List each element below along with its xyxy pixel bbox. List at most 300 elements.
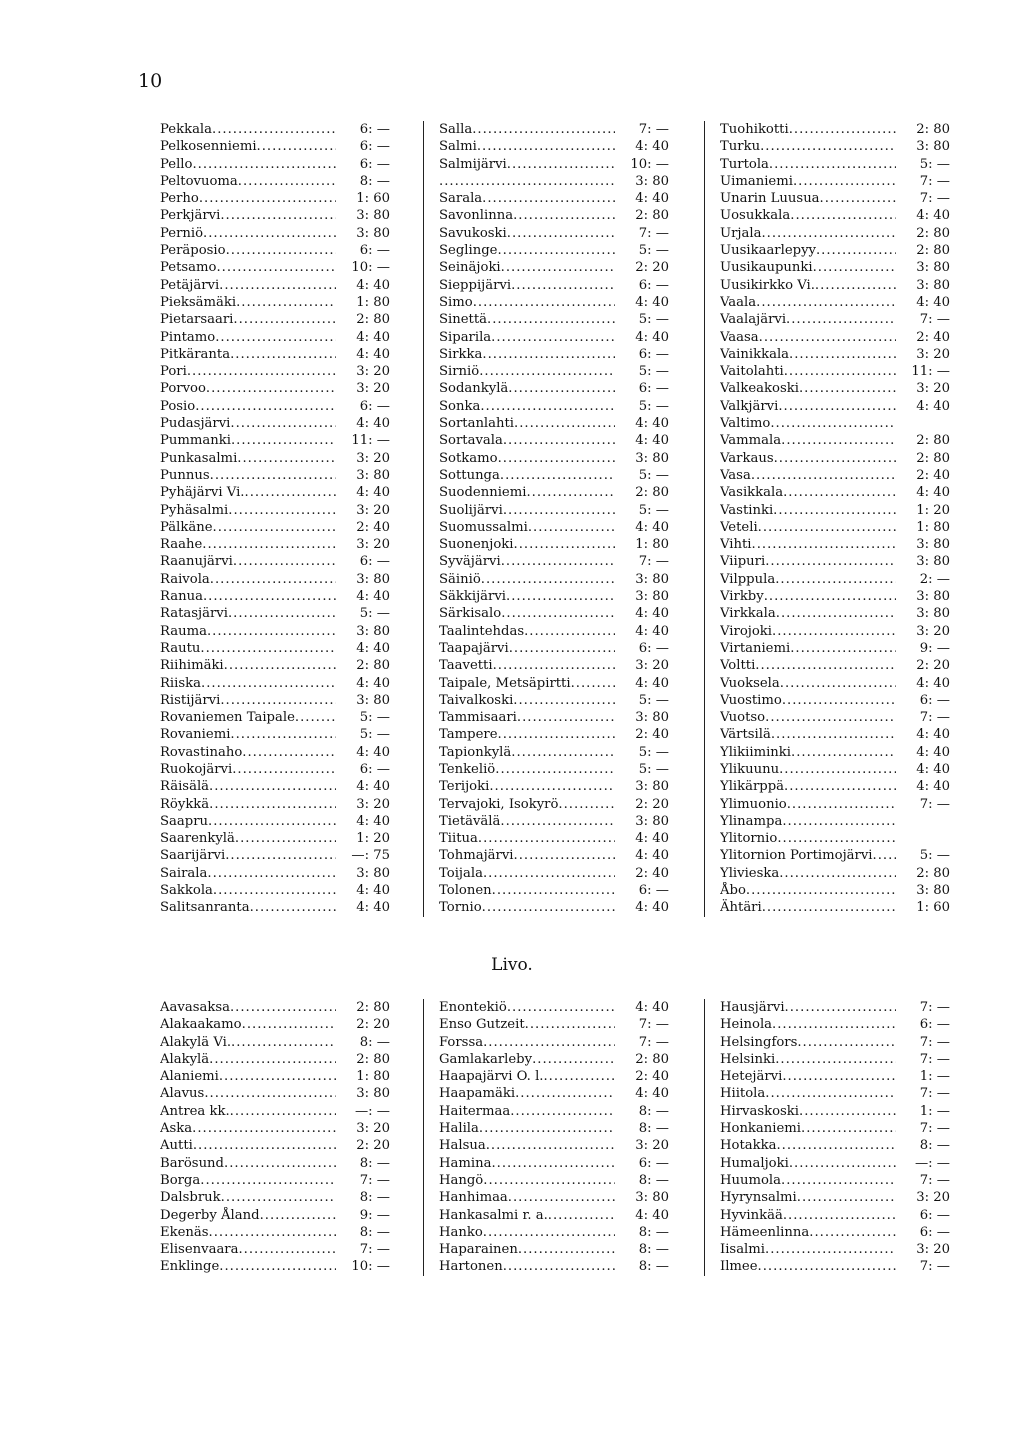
dot-leader <box>207 865 336 882</box>
rate-value: 5: — <box>638 744 669 760</box>
rate-value: 2: 40 <box>916 329 950 345</box>
place-name: Humaljoki <box>720 1155 789 1171</box>
rate-value: 4: 40 <box>635 1000 669 1015</box>
rate-value: 7: — <box>919 1172 950 1188</box>
list-item <box>720 778 950 795</box>
dot-leader <box>779 761 896 778</box>
rate-value: 2: 80 <box>916 450 950 466</box>
place-name: Pekkala <box>160 122 213 137</box>
list-item <box>720 138 950 155</box>
dot-leader <box>782 813 896 830</box>
place-name: Veteli <box>720 519 758 535</box>
rate-value: 6: — <box>359 243 390 259</box>
rate-value: 9: — <box>359 1207 390 1223</box>
dot-leader <box>224 657 336 674</box>
place-name: Perkjärvi <box>160 208 221 224</box>
list-item <box>720 380 950 397</box>
rate-value: 8: — <box>638 1121 669 1137</box>
dot-leader <box>228 605 336 622</box>
column-4 <box>160 999 390 1276</box>
place-name: Uusikaupunki <box>720 260 813 276</box>
list-item <box>439 726 669 743</box>
rate-value: 2: 80 <box>356 658 390 674</box>
dot-leader <box>482 899 615 916</box>
rate-value: 1: 20 <box>356 831 390 847</box>
rate-value: 2: 40 <box>635 727 669 743</box>
place-name: Sotkamo <box>439 450 498 466</box>
dot-leader <box>501 259 615 276</box>
place-name: Sairala <box>160 865 208 881</box>
list-item <box>160 692 390 709</box>
rate-value: 3: 80 <box>635 571 669 587</box>
place-name: Röykkä <box>160 796 210 812</box>
place-name: Ratasjärvi <box>160 606 228 622</box>
list-item <box>439 1189 669 1206</box>
place-name: Siparila <box>439 329 492 345</box>
list-item <box>720 675 950 692</box>
list-item <box>720 346 950 363</box>
list-item <box>160 571 390 588</box>
place-name: Pelkosenniemi <box>160 139 257 155</box>
dot-leader <box>219 277 336 294</box>
rate-value: 3: 20 <box>916 623 950 639</box>
list-item <box>160 744 390 761</box>
place-name: Hanko <box>439 1224 483 1240</box>
place-name: Petäjärvi <box>160 277 220 293</box>
rate-value: 8: — <box>359 173 390 189</box>
dot-leader <box>776 605 896 622</box>
place-name: Sirkka <box>439 346 483 362</box>
place-name: Taapajärvi <box>439 640 509 656</box>
rate-value: 4: 40 <box>356 779 390 795</box>
dot-leader <box>295 709 336 726</box>
list-item <box>160 657 390 674</box>
rate-value: 5: — <box>638 467 669 483</box>
rate-value: 3: 20 <box>916 381 950 397</box>
dot-leader <box>491 329 615 346</box>
list-item <box>160 1103 390 1120</box>
place-name: Vasikkala <box>720 485 784 501</box>
list-item <box>720 1034 950 1051</box>
rate-value: 11: — <box>351 433 390 449</box>
dot-leader <box>765 1241 896 1258</box>
dot-leader <box>215 329 336 346</box>
dot-leader <box>799 380 896 397</box>
page-number: 10 <box>138 70 163 92</box>
place-name: Säkkijärvi <box>439 589 507 605</box>
rate-value: 3: 80 <box>635 710 669 726</box>
rate-value: 1: 80 <box>356 1069 390 1085</box>
place-name: Ähtäri <box>720 900 762 916</box>
rate-value: 5: — <box>359 727 390 743</box>
list-item <box>720 1207 950 1224</box>
place-name: Ranua <box>160 589 203 605</box>
rate-value: 8: — <box>638 1242 669 1258</box>
place-name: Valtimo <box>720 416 771 432</box>
dot-leader <box>507 225 615 242</box>
place-name: Hartonen <box>439 1259 503 1275</box>
dot-leader <box>518 1241 615 1258</box>
list-item <box>160 1034 390 1051</box>
place-name: Hamina <box>439 1155 492 1171</box>
dot-leader <box>761 225 896 242</box>
place-name: Hirvaskoski <box>720 1103 800 1119</box>
list-item <box>439 519 669 536</box>
dot-leader <box>765 553 896 570</box>
dot-leader <box>764 588 896 605</box>
dot-leader <box>210 467 336 484</box>
rate-value: 6: — <box>638 346 669 362</box>
list-item <box>160 519 390 536</box>
place-name: Pintamo <box>160 329 216 345</box>
dot-leader <box>228 502 336 519</box>
place-name: Taipale, Metsäpirtti <box>439 675 571 691</box>
dot-leader <box>220 692 336 709</box>
dot-leader <box>772 1016 896 1033</box>
place-name: Halila <box>439 1121 479 1137</box>
place-name: Tornio <box>439 900 482 916</box>
dot-leader <box>789 121 896 138</box>
list-item <box>720 588 950 605</box>
dot-leader <box>514 847 616 864</box>
dot-leader <box>245 484 337 501</box>
list-item <box>160 121 390 138</box>
list-item <box>160 484 390 501</box>
list-item <box>439 1207 669 1224</box>
place-name: Ylinampa <box>720 813 783 829</box>
list-item <box>720 726 950 743</box>
rate-value: 3: 80 <box>635 1190 669 1206</box>
list-item <box>720 1189 950 1206</box>
list-item <box>439 380 669 397</box>
list-item <box>439 675 669 692</box>
rate-value: 4: 40 <box>356 675 390 691</box>
rate-value: 4: 40 <box>635 1086 669 1102</box>
dot-leader <box>260 1207 336 1224</box>
list-item <box>439 1172 669 1189</box>
place-name: Viipuri <box>720 554 766 570</box>
dot-leader <box>787 796 896 813</box>
dot-leader <box>479 1120 615 1137</box>
rate-value: 4: 40 <box>916 294 950 310</box>
rate-value: 4: 40 <box>356 640 390 656</box>
list-item <box>439 865 669 882</box>
dot-leader <box>513 207 615 224</box>
rate-value: 9: — <box>919 640 950 656</box>
list-item <box>720 1155 950 1172</box>
rate-value: 4: 40 <box>635 139 669 155</box>
place-name: Savonlinna <box>439 208 514 224</box>
place-name: Enklinge <box>160 1259 220 1275</box>
place-name: Punkasalmi <box>160 450 238 466</box>
rate-value: 4: 40 <box>635 519 669 535</box>
dot-leader <box>752 536 896 553</box>
rate-value: 6: — <box>359 398 390 414</box>
dot-leader <box>571 675 615 692</box>
dot-leader <box>785 999 896 1016</box>
place-name: Iisalmi <box>720 1242 765 1258</box>
dot-leader <box>784 778 896 795</box>
dot-leader <box>187 363 336 380</box>
place-name: Pieksämäki <box>160 294 237 310</box>
dot-leader <box>500 467 615 484</box>
list-item <box>439 709 669 726</box>
place-name: Raanujärvi <box>160 554 233 570</box>
list-item <box>439 225 669 242</box>
dot-leader <box>528 519 615 536</box>
dot-leader <box>769 156 896 173</box>
rate-value: 4: 40 <box>916 208 950 224</box>
dot-leader <box>235 830 336 847</box>
list-item <box>439 242 669 259</box>
place-name: Helsinki <box>720 1051 776 1067</box>
place-name: Pyhäjärvi Vi. <box>160 485 245 501</box>
dot-leader <box>511 744 615 761</box>
place-name: Gamlakarleby <box>439 1051 533 1067</box>
place-name: Ylikiiminki <box>720 744 791 760</box>
place-name: Suomussalmi <box>439 519 528 535</box>
place-name: Saarenkylä <box>160 831 235 847</box>
list-item <box>439 1155 669 1172</box>
dot-leader <box>786 311 896 328</box>
list-item <box>160 1155 390 1172</box>
rate-value: 2: 80 <box>916 225 950 241</box>
place-name: Peltovuoma <box>160 173 238 189</box>
rate-value: 4: 40 <box>356 813 390 829</box>
rate-value: 5: — <box>638 502 669 518</box>
rate-value: 6: — <box>359 761 390 777</box>
list-item <box>720 467 950 484</box>
place-name: Borga <box>160 1172 201 1188</box>
rate-value: 4: 40 <box>635 900 669 916</box>
rate-value: 3: 20 <box>356 537 390 553</box>
rate-value: 3: 20 <box>916 346 950 362</box>
rate-value: 3: 80 <box>635 779 669 795</box>
list-item <box>720 156 950 173</box>
rate-value: 5: — <box>638 243 669 259</box>
list-item <box>160 432 390 449</box>
list-item <box>720 605 950 622</box>
rate-value: 10: — <box>351 260 390 276</box>
list-item <box>720 1258 950 1275</box>
list-item <box>439 899 669 916</box>
rate-value: 4: 40 <box>916 485 950 501</box>
dot-leader <box>746 882 896 899</box>
dot-leader <box>791 744 896 761</box>
rate-value: 8: — <box>638 1103 669 1119</box>
dot-leader <box>483 1034 615 1051</box>
list-item <box>160 294 390 311</box>
dot-leader <box>238 173 336 190</box>
place-name: Vuostimo <box>720 692 782 708</box>
rate-value: 2: 20 <box>356 1017 390 1033</box>
dot-leader <box>230 1103 336 1120</box>
dot-leader <box>487 311 615 328</box>
place-name: Elisenvaara <box>160 1242 239 1258</box>
dot-leader <box>506 588 615 605</box>
list-item <box>160 999 390 1016</box>
list-item <box>439 329 669 346</box>
rate-value: 6: — <box>359 554 390 570</box>
dot-leader <box>479 363 615 380</box>
place-name: Sonka <box>439 398 481 414</box>
place-name: Voltti <box>720 658 756 674</box>
place-name: Alakylä <box>160 1051 210 1067</box>
place-name: Tapionkylä <box>439 744 512 760</box>
dot-leader <box>783 484 896 501</box>
rate-value: 4: 40 <box>635 416 669 432</box>
dot-leader <box>242 1016 336 1033</box>
dot-leader <box>782 1068 896 1085</box>
rate-value: 3: 20 <box>356 1121 390 1137</box>
list-item <box>160 1224 390 1241</box>
dot-leader <box>213 882 336 899</box>
list-item <box>160 726 390 743</box>
dot-leader <box>778 398 896 415</box>
rate-value: 3: 80 <box>635 813 669 829</box>
place-name: Helsingfors <box>720 1034 798 1050</box>
list-item <box>439 277 669 294</box>
list-item <box>160 311 390 328</box>
dot-leader <box>783 1207 896 1224</box>
list-item <box>439 640 669 657</box>
place-name: Hyrynsalmi <box>720 1190 797 1206</box>
list-item <box>720 329 950 346</box>
dot-leader <box>548 1207 615 1224</box>
list-item <box>720 259 950 276</box>
place-name: Savukoski <box>439 225 507 241</box>
list-item <box>160 588 390 605</box>
dot-leader <box>770 415 896 432</box>
list-item <box>439 156 669 173</box>
dot-leader <box>209 778 336 795</box>
list-item <box>160 138 390 155</box>
rate-value: 2: 40 <box>635 865 669 881</box>
place-name: Alakylä Vi. <box>160 1034 232 1050</box>
dot-leader <box>756 294 896 311</box>
rate-value: 7: — <box>359 1172 390 1188</box>
list-item <box>720 363 950 380</box>
place-name: Sottunga <box>439 467 500 483</box>
list-item <box>160 709 390 726</box>
rate-value: 6: — <box>359 122 390 137</box>
rate-value: 3: 80 <box>356 467 390 483</box>
list-item <box>720 571 950 588</box>
rate-value: 6: — <box>919 1017 950 1033</box>
list-item <box>720 553 950 570</box>
place-name: Vuoksela <box>720 675 780 691</box>
dot-leader <box>200 640 336 657</box>
dot-leader <box>503 502 615 519</box>
dot-leader <box>201 675 336 692</box>
list-item <box>439 623 669 640</box>
dot-leader <box>482 346 615 363</box>
list-item <box>160 329 390 346</box>
place-name: Uimaniemi <box>720 173 793 189</box>
column-6 <box>704 999 950 1276</box>
list-item <box>720 999 950 1016</box>
rate-value: 3: 80 <box>916 260 950 276</box>
dot-leader <box>820 190 896 207</box>
list-item <box>439 311 669 328</box>
dot-leader <box>216 259 336 276</box>
dot-leader <box>543 1068 615 1085</box>
list-item <box>720 432 950 449</box>
place-name: Uusikirkko Vi. <box>720 277 815 293</box>
dot-leader <box>510 1103 615 1120</box>
rate-value: 3: 80 <box>635 589 669 605</box>
list-item <box>720 207 950 224</box>
dot-leader <box>257 138 336 155</box>
place-name: Riihimäki <box>160 658 224 674</box>
list-item <box>439 121 669 138</box>
dot-leader <box>758 519 896 536</box>
place-name: Salla <box>439 122 473 137</box>
rate-value: 5: — <box>638 364 669 380</box>
dot-leader <box>815 277 896 294</box>
section-heading: Livo. <box>491 955 533 975</box>
list-item <box>439 1085 669 1102</box>
rate-value: 3: 20 <box>916 1190 950 1206</box>
list-item <box>439 415 669 432</box>
dot-leader <box>233 553 336 570</box>
dot-leader <box>226 242 336 259</box>
dot-leader <box>472 121 615 138</box>
place-name: Taivalkoski <box>439 692 514 708</box>
dot-leader <box>473 294 615 311</box>
place-name: Saapru <box>160 813 208 829</box>
rate-value: 3: 80 <box>635 450 669 466</box>
dot-leader <box>760 138 896 155</box>
dot-leader <box>507 999 615 1016</box>
dot-leader <box>793 173 896 190</box>
rate-value: 4: 40 <box>635 191 669 207</box>
place-name: Hausjärvi <box>720 1000 785 1015</box>
dot-leader <box>192 156 336 173</box>
list-item <box>720 1120 950 1137</box>
rate-value: 4: 40 <box>356 589 390 605</box>
place-name: Ylikärppä <box>720 779 785 795</box>
rate-value: 2: 20 <box>916 658 950 674</box>
place-name: Taavetti <box>439 658 493 674</box>
list-item <box>439 138 669 155</box>
place-name: Urjala <box>720 225 762 241</box>
rate-value: 4: 40 <box>635 831 669 847</box>
dot-leader <box>501 553 615 570</box>
place-name: Vasa <box>720 467 751 483</box>
place-name: Perho <box>160 191 199 207</box>
list-item <box>439 1137 669 1154</box>
list-item <box>720 519 950 536</box>
rate-value: 1: 20 <box>916 502 950 518</box>
rate-value: 5: — <box>638 398 669 414</box>
place-name: Raahe <box>160 537 203 553</box>
rate-value: 7: — <box>919 710 950 726</box>
list-item <box>439 692 669 709</box>
column-5 <box>423 999 669 1276</box>
list-item <box>439 553 669 570</box>
list-item <box>160 536 390 553</box>
dot-leader <box>209 796 336 813</box>
place-name: Perniö <box>160 225 204 241</box>
dot-leader <box>758 1258 896 1275</box>
place-name: Enso Gutzeit <box>439 1017 525 1033</box>
list-item <box>160 415 390 432</box>
rate-value: 5: — <box>359 710 390 726</box>
rate-value: 3: 80 <box>356 571 390 587</box>
dot-leader <box>495 761 615 778</box>
rate-value: 7: — <box>638 225 669 241</box>
